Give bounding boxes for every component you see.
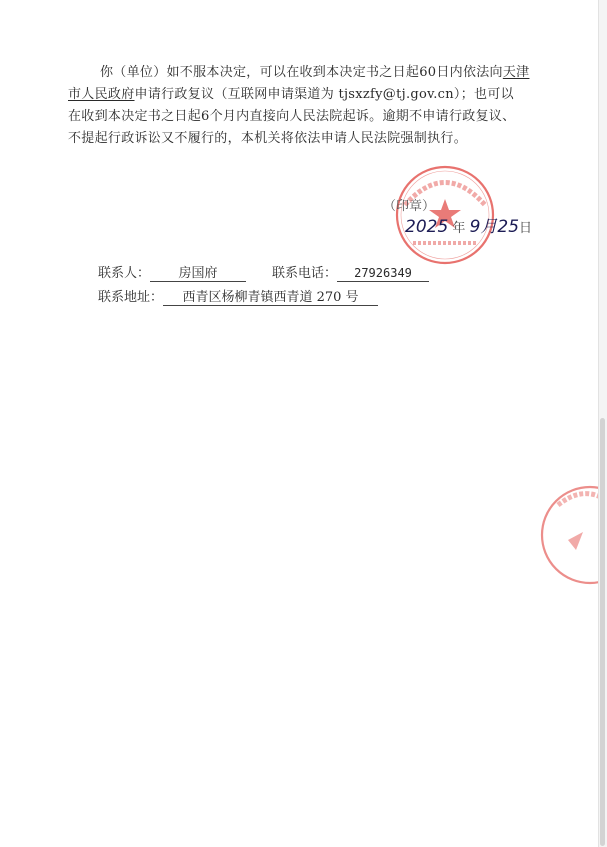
- year-char: 年: [452, 221, 466, 236]
- seal-label: （印章）: [383, 199, 436, 214]
- paragraph-line-2: [68, 84, 568, 106]
- contact-phone-value: 27926349: [337, 266, 429, 282]
- partial-seal-edge: [528, 480, 607, 590]
- underlined-authority-part1: 天津: [502, 65, 530, 80]
- notice-paragraph: [68, 62, 568, 150]
- day-char: 日: [519, 221, 533, 236]
- handwritten-month-day: 9月25: [469, 217, 520, 237]
- vertical-scrollbar[interactable]: [598, 0, 607, 847]
- paragraph-line-4: 不提起行政诉讼又不履行的，本机关将依法申请人民法院强制执行。: [68, 131, 468, 146]
- paragraph-line-1-text: 你（单位）如不服本决定，可以在收到本决定书之日起60日内依法向: [100, 65, 503, 80]
- handwritten-year: 2025: [405, 217, 449, 237]
- contact-phone-row: [272, 262, 429, 282]
- paragraph-line-2-text: 申请行政复议（互联网申请渠道为 tjsxzfy@tj.gov.cn）；也可以: [134, 87, 514, 102]
- contact-person-value: 房国府: [150, 266, 246, 282]
- contact-address-label: 联系地址：: [98, 290, 164, 305]
- scrollbar-thumb[interactable]: [600, 418, 605, 846]
- underlined-authority-part2: 市人民政府: [68, 87, 135, 102]
- signature-date: [405, 212, 532, 237]
- paragraph-line-1: [68, 62, 568, 84]
- contact-person-label: 联系人：: [98, 266, 151, 281]
- contact-phone-label: 联系电话：: [272, 266, 338, 281]
- paragraph-line-3: 在收到本决定书之日起6个月内直接向人民法院起诉。逾期不申请行政复议、: [68, 109, 516, 124]
- contact-address-row: [98, 286, 378, 306]
- contact-address-value: 西青区杨柳青镇西青道 270 号: [163, 290, 378, 306]
- contact-person-row: [98, 262, 246, 282]
